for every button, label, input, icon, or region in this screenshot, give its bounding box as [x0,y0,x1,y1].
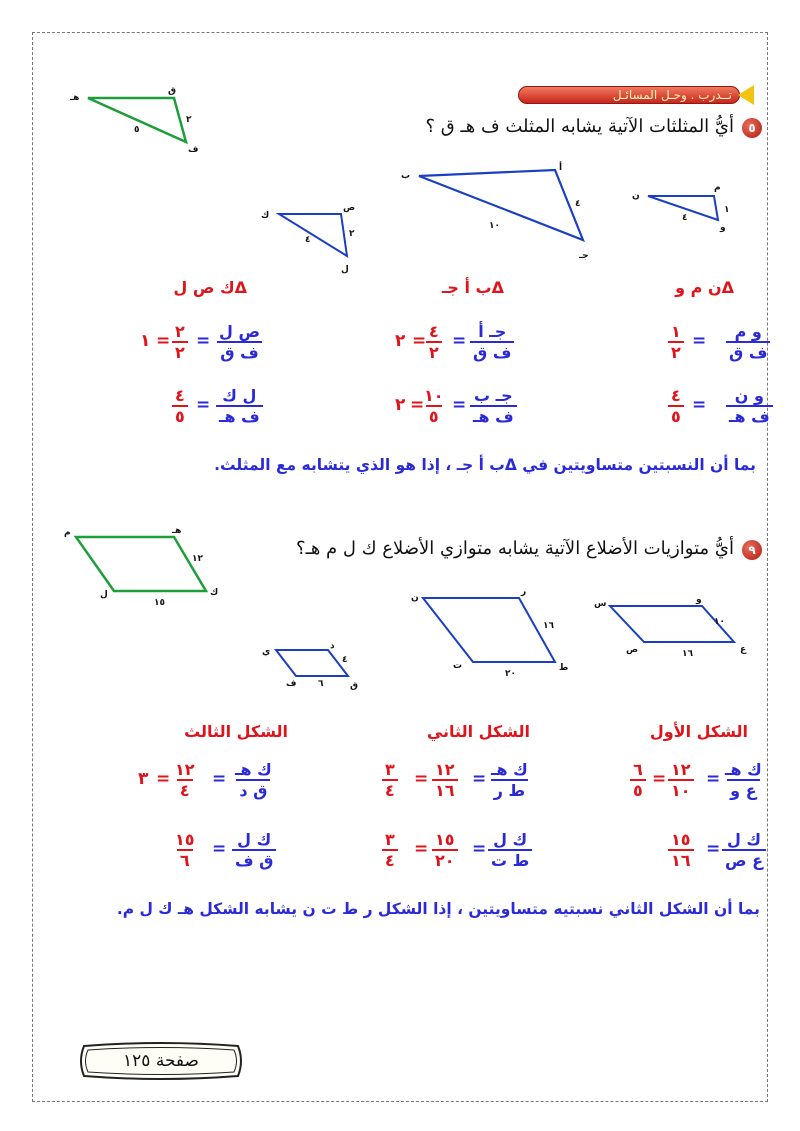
ratio-fraction: ك ل ق ف [232,830,276,870]
question-text: أيُّ متوازيات الأضلاع الآتية يشابه متوازي الأضلاع ك ل م هـ؟ [296,538,734,559]
equals-sign: = [452,331,467,351]
question-text: أيُّ المثلثات الآتية يشابه المثلث ف هـ ق ؟ [425,116,734,137]
column-title: الشكل الأول [649,722,748,741]
side-label: ١٠ [489,221,500,231]
ratio-result: ٣ [138,769,149,789]
side-label: ١ [724,205,730,215]
side-label: ١٦ [543,621,554,631]
page-number: صفحة ١٢٥ [123,1051,199,1071]
equals-sign: = [412,331,427,351]
ratio-result: ٣ ٤ [382,830,398,870]
vertex-label: م [64,528,71,538]
reference-triangle-fhq [60,80,210,160]
vertex-label: م [714,183,721,193]
ratio-result: ٦ ٥ [630,760,646,800]
vertex-label: ق [168,86,177,96]
side-label: ٤ [305,235,311,245]
side-label: ٤ [342,655,348,665]
ratio-fraction: ص ل ف ق [219,322,260,362]
triangle-ksl [255,198,375,278]
vertex-label: ع [740,645,747,655]
side-label: ١٠ [714,617,725,627]
equals-sign: = [472,839,487,859]
side-label: ٤ [575,199,581,209]
column-title: الشكل الثالث [184,722,288,741]
vertex-label: ي [262,647,271,657]
vertex-label: ر [521,587,527,597]
side-label: ١٢ [192,554,203,564]
question-number-badge: ٥ [742,118,762,138]
equals-sign: = [414,769,429,789]
vertex-label: د [330,641,335,651]
ratio-fraction: جـ ب ف هـ [470,386,517,426]
question-number-badge: ٩ [742,540,762,560]
equals-sign: = [410,395,425,415]
column-title: الشكل الثاني [426,722,530,741]
vertex-label: ن [411,593,419,603]
column-title: Δن م و [675,278,734,297]
equals-sign: = [472,769,487,789]
equals-sign: = [414,839,429,859]
banner-arrow-icon [738,85,754,105]
vertex-label: ك [261,211,270,221]
page-number-box [78,1040,244,1082]
ratio-fraction: ك هـ ق د [235,760,272,800]
ratio-fraction: ل ك ف هـ [216,386,263,426]
side-label: ٤ [682,213,688,223]
vertex-label: هـ [172,526,182,536]
ratio-value: ١٥ ٦ [175,830,195,870]
ratio-fraction: و ن ف هـ [726,386,773,426]
vertex-label: ص [626,645,639,655]
vertex-label: ص [343,203,356,213]
triangle-nmw [620,174,735,234]
vertex-label: ت [453,661,463,671]
vertex-label: و [720,223,726,233]
equals-sign: = [452,395,467,415]
ratio-value: ١٥ ١٦ [668,830,694,870]
side-label: ٦ [318,679,324,689]
equals-sign: = [706,769,721,789]
equals-sign: = [692,395,707,415]
ratio-value: ١٢ ١٠ [668,760,694,800]
vertex-label: ق [350,681,359,690]
ratio-value: ٤ ٥ [668,386,684,426]
ratio-value: ٢ ٢ [172,322,188,362]
side-label: ٢ [349,229,355,239]
ratio-result: ٢ [395,395,406,415]
vertex-label: ن [632,191,640,201]
ratio-fraction: ك ل ع ص [722,830,766,870]
triangle-baj [395,160,595,265]
vertex-label: ف [188,145,199,155]
banner-label: تــدرب . وحـل المسائـل [612,88,732,102]
equals-sign: = [706,839,721,859]
equals-sign: = [692,331,707,351]
equals-sign: = [652,769,667,789]
ratio-fraction: جـ أ ف ق [470,322,514,362]
side-label: ١٦ [682,649,693,659]
ratio-value: ١٢ ٤ [175,760,195,800]
vertex-label: و [696,595,702,605]
ratio-value: ٤ ٢ [426,322,442,362]
equals-sign: = [212,769,227,789]
vertex-label: ك [210,588,219,598]
equals-sign: = [196,331,211,351]
vertex-label: أ [559,163,563,173]
ratio-value: ١ ٢ [668,322,684,362]
ratio-fraction: ك هـ ع و [725,760,762,800]
ratio-value: ٤ ٥ [172,386,188,426]
side-label: ٢ [186,115,192,125]
vertex-label: ط [559,663,569,673]
q9-conclusion: بما أن الشكل الثاني نسبتيه متساويتين ، إذا الشكل ر ط ت ن يشابه الشكل هـ ك ل م. [116,900,760,918]
vertex-label: ل [341,265,349,275]
vertex-label: جـ [579,251,589,261]
ratio-fraction: ك هـ ط ر [491,760,528,800]
q5-conclusion: بما أن النسبتين متساويتين في Δب أ جـ ، إذا هو الذي يتشابه مع المثلث. [214,456,756,474]
side-label: ٢٠ [505,669,516,678]
vertex-label: ل [100,590,108,600]
parallelogram-sw-sd-a [590,594,750,664]
ratio-fraction: ك ل ط ت [488,830,532,870]
vertex-label: ف [286,679,297,689]
parallelogram-r-tt-t-n [405,586,575,678]
column-title: Δب أ جـ [441,278,504,297]
equals-sign: = [156,769,171,789]
side-label: ٥ [134,125,140,135]
reference-parallelogram-klmh [60,525,230,605]
ratio-result: ٢ [395,331,406,351]
ratio-value: ١٢ ١٦ [432,760,458,800]
side-label: ١٥ [154,598,165,605]
parallelogram-y-d-f-q [258,640,368,690]
ratio-result: ٣ ٤ [382,760,398,800]
ratio-value: ١٥ ٢٠ [432,830,458,870]
vertex-label: ب [401,171,411,181]
equals-sign: = [196,395,211,415]
ratio-value: ١٠ ٥ [424,386,444,426]
equals-sign: = [212,839,227,859]
ratio-fraction: و م ف ق [726,322,770,362]
equals-sign: = [156,331,171,351]
vertex-label: س [594,599,607,609]
section-banner [518,84,754,106]
ratio-result: ١ [140,331,151,351]
column-title: Δك ص ل [173,278,247,297]
vertex-label: هـ [70,93,80,103]
